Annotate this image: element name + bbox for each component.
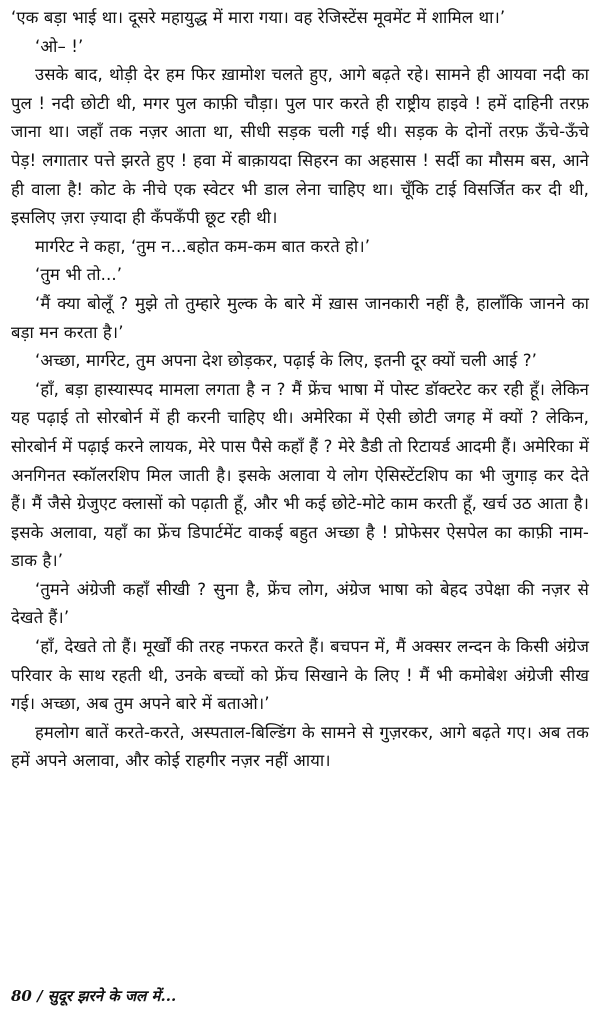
paragraph-why-came: ‘अच्छा, मार्गरेट, तुम अपना देश छोड़कर, पढ़ाई के लिए, इतनी दूर क्यों चली आई ?’ (35, 351, 538, 371)
paragraph-brother: ‘एक बड़ा भाई था। दूसरे महायुद्ध में मारा गया। वह रेजिस्टेंस मूवमेंट में शामिल था।’ (11, 8, 506, 27)
paragraph-hospital: हमलोग बातें करते-करते, अस्पताल-बिल्डिंग के सामने से गुज़रकर, आगे बढ़ते गए। अब तक हमें अपने अलावा, और कोई राहगीर नज़र नहीं आया। (11, 722, 589, 771)
paragraph-river-walk: उसके बाद, थोड़ी देर हम फिर ख़ामोश चलते हुए, आगे बढ़ते रहे। सामने ही आयवा नदी का पुल ! नदी छोटी थी, मगर पुल काफ़ी चौड़ा। पुल पार करते ही राष्ट्रीय हाइवे ! हमें दाहिनी तरफ़ जाना था। जहाँ तक नज़र आता था, सीधी सड़क चली गई थी। सड़क के दोनों तरफ़ ऊँचे-ऊँचे पेड़! लगातार पत्ते झरते हुए ! हवा में बाक़ायदा सिहरन का अहसास ! सर्दी का मौसम बस, आने ही वाला है! कोट के नीचे एक स्वेटर भी डाल लेना चाहिए था। चूँकि टाई विसर्जित कर दी थी, इसलिए ज़रा ज़्यादा ही कँपकँपी छूट रही थी। (11, 65, 589, 228)
page-body (11, 4, 589, 776)
page-footer: 80 / सुदूर झरने के जल में... (11, 987, 177, 1005)
paragraph-you-too: ‘तुम भी तो...’ (35, 265, 123, 285)
paragraph-london: ‘हाँ, देखते तो हैं। मूर्खों की तरह नफरत करते हैं। बचपन में, मैं अक्सर लन्दन के किसी अंग्रेज परिवार के साथ रहती थी, उनके बच्चों को फ्रेंच सिखाने के लिए ! मैं भी कमोबेश अंग्रेजी सीख गई। अच्छा, अब तुम अपने बारे में बताओ।’ (11, 637, 589, 714)
paragraph-oh: ‘ओ– !’ (35, 36, 84, 56)
paragraph-where-english: ‘तुमने अंग्रेजी कहाँ सीखी ? सुना है, फ्रेंच लोग, अंग्रेज भाषा को बेहद उपेक्षा की नज़र से देखते हैं।’ (11, 579, 589, 628)
paragraph-postdoc: ‘हाँ, बड़ा हास्यास्पद मामला लगता है न ? मैं फ्रेंच भाषा में पोस्ट डॉक्टरेट कर रही हूँ। लेकिन यह पढ़ाई तो सोरबोर्न में ही करनी चाहिए थी। अमेरिका में ऐसी छोटी जगह में क्यों ? लेकिन, सोरबोर्न में पढ़ाई करने लायक, मेरे पास पैसे कहाँ हैं ? मेरे डैडी तो रिटायर्ड आदमी हैं। अमेरिका में अनगिनत स्कॉलरशिप मिल जाती है। इसके अलावा ये लोग ऐसिस्टेंटशिप का भी जुगाड़ कर देते हैं। मैं जैसे ग्रेजुएट क्लासों को पढ़ाती हूँ, और भी कई छोटे-मोटे काम करती हूँ, खर्च उठ आता है। इसके अलावा, यहाँ का फ्रेंच डिपार्टमेंट वाकई बहुत अच्छा है ! प्रोफेसर ऐसपेल का काफ़ी नाम-डाक है।’ (11, 379, 589, 571)
paragraph-what-to-say: ‘मैं क्या बोलूँ ? मुझे तो तुम्हारे मुल्क के बारे में ख़ास जानकारी नहीं है, हालाँकि जानने का बड़ा मन करता है।’ (11, 293, 589, 342)
paragraph-margaret-said: मार्गरेट ने कहा, ‘तुम न...बहोत कम-कम बात करते हो।’ (35, 236, 371, 256)
